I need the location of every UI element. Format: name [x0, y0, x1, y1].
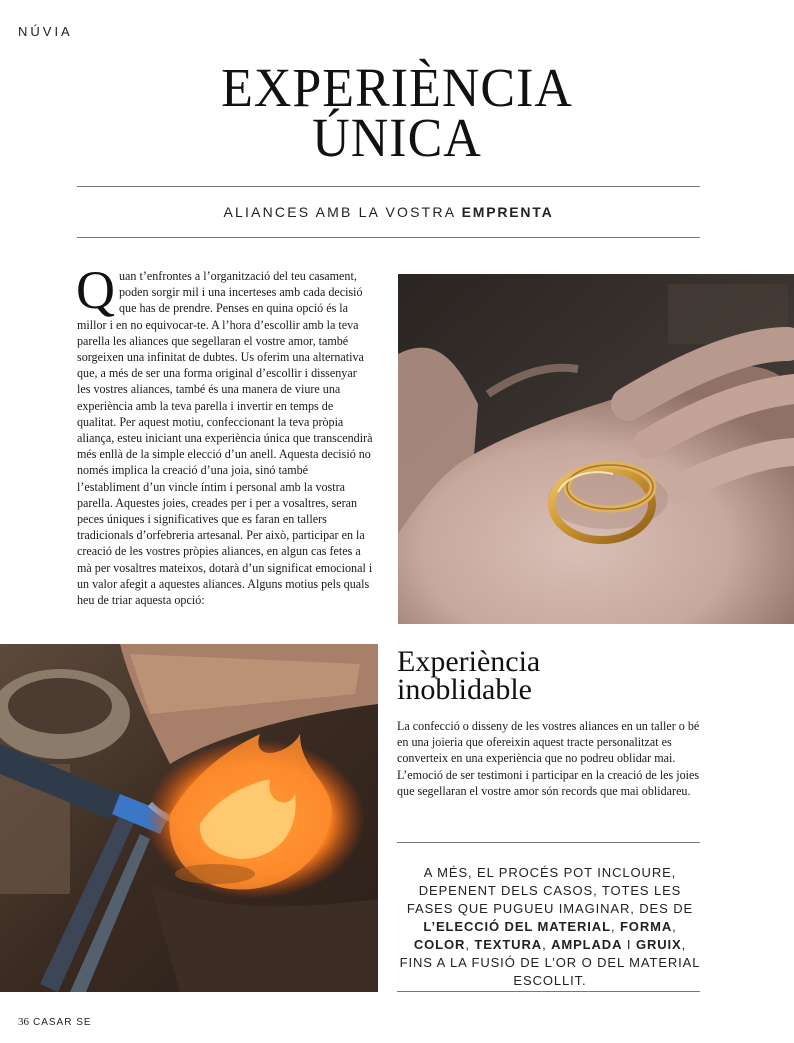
page-number: 36 — [18, 1016, 29, 1028]
divider-quote-top — [397, 842, 700, 843]
quote-bold-color: COLOR — [413, 937, 466, 952]
heading-line-1: Experiència — [397, 645, 541, 678]
page-footer — [18, 1016, 92, 1028]
brand-logo: CASAR SE — [33, 1017, 92, 1028]
divider-quote-bottom — [397, 991, 700, 992]
page-title — [0, 58, 794, 169]
quote-text-1: A MÉS, EL PROCÉS POT INCLOURE, DEPENENT DELS CASOS, TOTES LES FASES QUE PUGUEU IMAGINAR, DES DE — [406, 865, 694, 916]
quote-sep-3: , — [465, 937, 475, 952]
quote-bold-material: L’ELECCIÓ DEL MATERIAL — [423, 919, 611, 934]
title-line-2: ÚNICA — [312, 108, 482, 169]
intro-text: uan t’enfrontes a l’organització del teu casament, poden sorgir mil i una incerteses amb cada decisió que has de prendre. Penses en quina opció és la millor i en no equivocar-te. A l’hora d’escollir amb la teva parella les aliances que segellaran el vostre amor, també sorgeixen una infinitat de dubtes. Us oferim una alternativa que, a més de ser una forma original d’escollir i dissenyar les vostres aliances, també és una manera de viure una experiència amb la teva parella i invertir en temps de qualitat. Per aquest motiu, confeccionant la teva pròpia aliança, esteu iniciant una experiència única que transcendirà més enllà de la simple elecció d’un anell. Aquesta decisió no només implica la creació d’una joia, sinó també l’establiment d’un vincle íntim i personal amb la vostra parella. Aquestes joies, creades per i per a vosaltres, seran peces úniques i significatives que es faran en tallers tradicionals d’orfebreria artesanal. Per això, participar en la creació de les vostres pròpies aliances, en algun cas fetes a mà per vosaltres mateixos, dotarà d’un significat emocional i un valor afegit a aquestes aliances. Alguns motius pels quals heu de triar aquesta opció: — [77, 269, 373, 608]
title-line-1: EXPERIÈNCIA — [221, 58, 573, 119]
rings-in-hand-image — [398, 274, 794, 624]
quote-sep-4: , — [542, 937, 552, 952]
section-label: NÚVIA — [18, 24, 73, 39]
rings-photo — [398, 274, 794, 624]
pull-quote — [397, 864, 703, 990]
quote-sep-5: I — [622, 937, 636, 952]
quote-text-end: , FINS A LA FUSIÓ DE L’OR O DEL MATERIAL ESCOLLIT. — [399, 937, 701, 988]
section-paragraph: La confecció o disseny de les vostres aliances en un taller o bé en una joieria que ofereixin aquest tracte personalitzat es converteix en una experiència que no podreu oblidar mai. L’emoció de ser testimoni i participar en la creació de les joies que segellaran el vostre amor són records que mai oblidareu. — [397, 719, 700, 798]
torch-flame-image — [0, 644, 378, 992]
quote-bold-amplada: AMPLADA — [551, 937, 623, 952]
section-heading — [397, 645, 767, 706]
quote-sep-1: , — [610, 919, 620, 934]
quote-bold-forma: FORMA — [619, 919, 673, 934]
drop-cap: Q — [76, 260, 115, 320]
subtitle-bold: EMPRENTA — [461, 204, 554, 220]
goldsmith-photo — [0, 644, 378, 992]
quote-bold-gruix: GRUIX — [635, 937, 682, 952]
subtitle-prefix: ALIANCES AMB LA VOSTRA — [223, 204, 462, 220]
intro-paragraph — [76, 260, 373, 608]
divider-subtitle — [77, 237, 700, 238]
heading-line-2: inoblidable — [397, 673, 532, 706]
quote-sep-2: , — [672, 919, 677, 934]
subtitle — [77, 204, 700, 220]
divider-top — [77, 186, 700, 187]
quote-bold-textura: TEXTURA — [474, 937, 543, 952]
